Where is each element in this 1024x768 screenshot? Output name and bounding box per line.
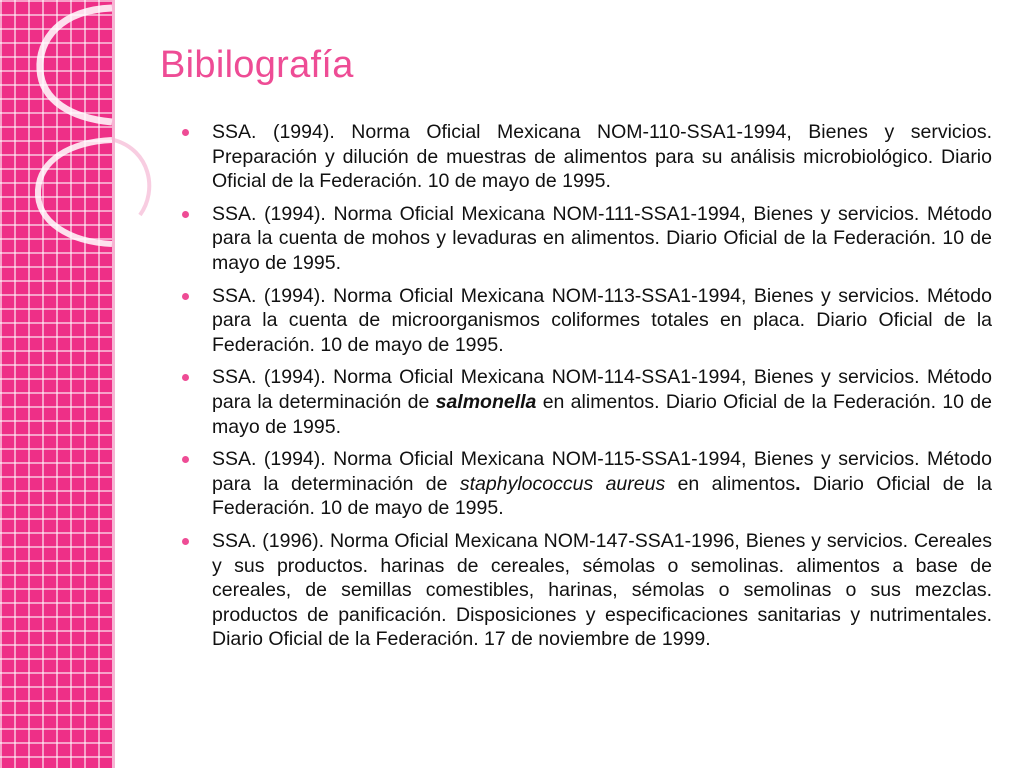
reference-text-start: SSA. (1994). Norma Oficial Mexicana NOM-114-SSA1-1994, Bienes y servicios. Método para la determinación de bbox=[212, 366, 992, 413]
reference-item bbox=[182, 365, 992, 439]
bullet-icon bbox=[182, 129, 189, 136]
decorative-grid-strip bbox=[0, 0, 112, 768]
reference-text-end: en alimentos. Diario Oficial de la Federación. 10 de mayo de 1995. bbox=[212, 390, 992, 438]
organism-name: salmonella bbox=[435, 390, 537, 413]
reference-text: SSA. (1994). Norma Oficial Mexicana NOM-110-SSA1-1994, Bienes y servicios. Preparación y dilución de muestras de alimentos para su análisis microbiológico. Diario Oficial de la Federación. 10 de mayo de 1995. bbox=[212, 121, 992, 193]
bullet-icon bbox=[182, 374, 189, 381]
reference-period: . bbox=[795, 472, 801, 495]
organism-name: staphylococcus aureus bbox=[459, 472, 666, 495]
bullet-icon bbox=[182, 293, 189, 300]
reference-text-end: Diario Oficial de la Federación. 10 de mayo de 1995. bbox=[212, 472, 992, 520]
reference-text: SSA. (1994). Norma Oficial Mexicana NOM-113-SSA1-1994, Bienes y servicios. Método para la cuenta de microorganismos coliformes totales en placa. Diario Oficial de la Federación. 10 de mayo de 1995. bbox=[212, 284, 992, 356]
reference-item bbox=[182, 120, 992, 194]
reference-text: SSA. (1994). Norma Oficial Mexicana NOM-111-SSA1-1994, Bienes y servicios. Método para la cuenta de mohos y levaduras en alimentos. Diario Oficial de la Federación. 10 de mayo de 1995. bbox=[212, 202, 992, 274]
reference-item bbox=[182, 447, 992, 521]
reference-item bbox=[182, 284, 992, 358]
reference-text-middle: en alimentos bbox=[665, 472, 796, 495]
bullet-icon bbox=[182, 211, 189, 218]
reference-text-start: SSA. (1994). Norma Oficial Mexicana NOM-115-SSA1-1994, Bienes y servicios. Método para la determinación de bbox=[212, 448, 992, 495]
reference-item bbox=[182, 202, 992, 276]
reference-item bbox=[182, 529, 992, 652]
bullet-icon bbox=[182, 538, 189, 545]
strip-edge-line bbox=[112, 0, 115, 768]
slide-title: Bibilografía bbox=[160, 44, 354, 86]
bullet-icon bbox=[182, 456, 189, 463]
reference-text: SSA. (1996). Norma Oficial Mexicana NOM-147-SSA1-1996, Bienes y servicios. Cereales y sus productos. harinas de cereales, sémolas o semolinas. alimentos a base de cereales, de semillas comestibles, harinas, sémolas o semolinas o sus mezclas. productos de panificación. Disposiciones y especificaciones sanitarias y nutrimentales. Diario Oficial de la Federación. 17 de noviembre de 1999. bbox=[212, 529, 992, 651]
reference-list bbox=[182, 120, 992, 660]
